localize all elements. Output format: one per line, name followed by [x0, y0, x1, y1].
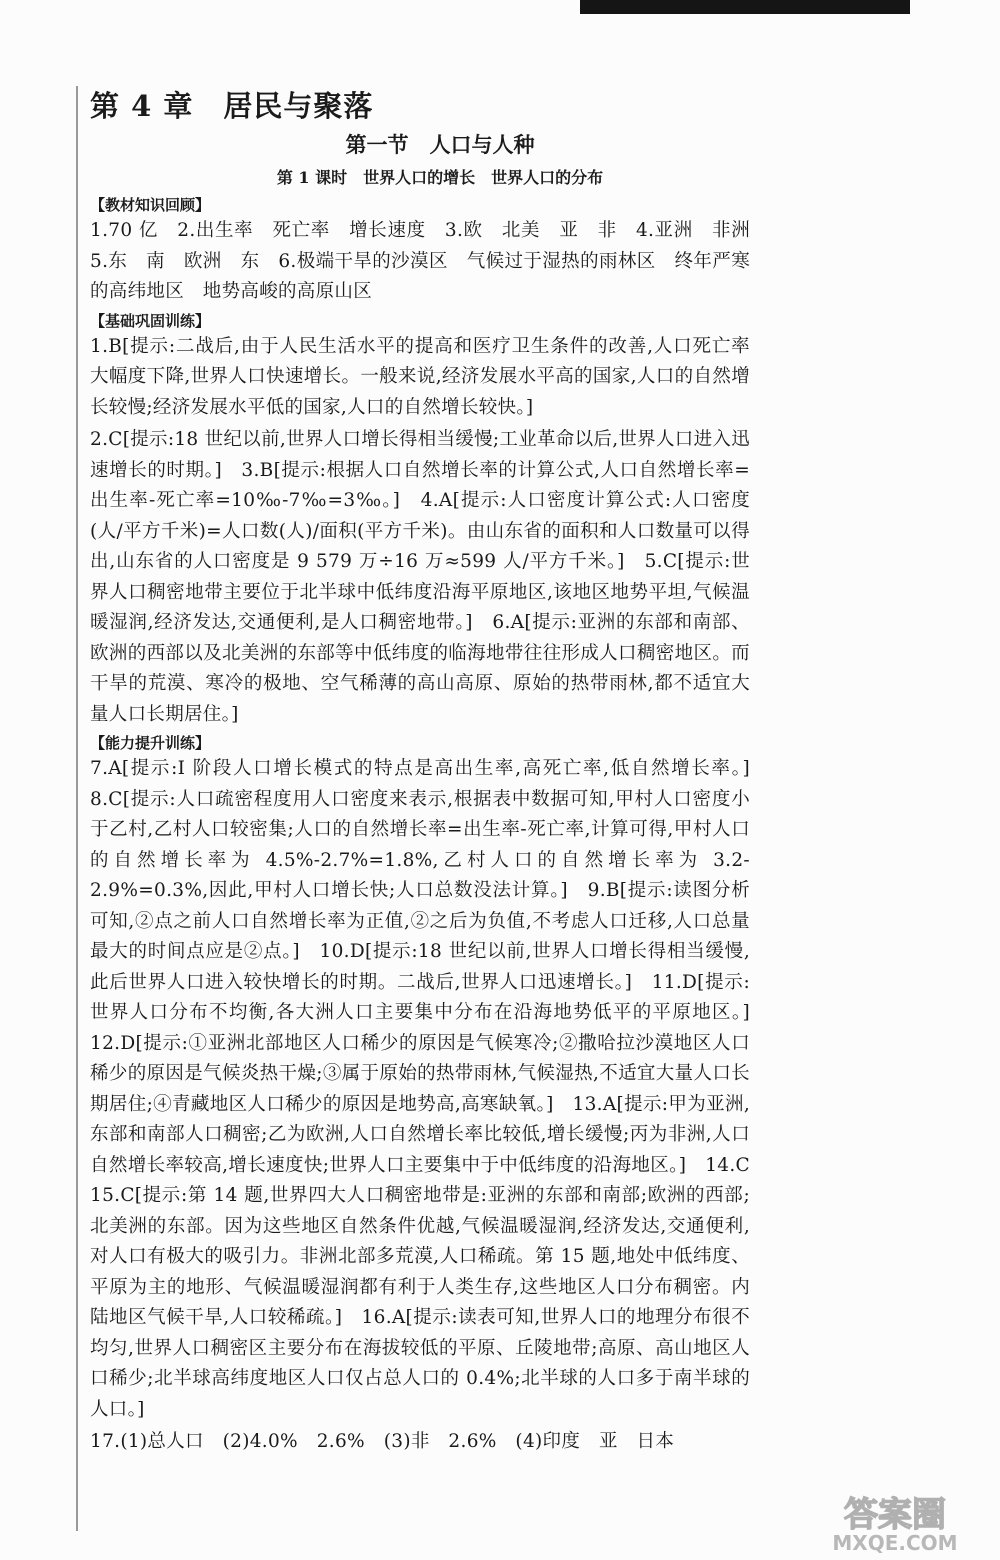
answer-paragraph: 1.B[提示:二战后,由于人民生活水平的提高和医疗卫生条件的改善,人口死亡率大幅度下降,世界人口快速增长。一般来说,经济发展水平高的国家,人口的自然增长较慢;经济发展水平低的国家,人口的自然增长较快。] [90, 335, 750, 418]
answer-paragraph: 1.70 亿 2.出生率 死亡率 增长速度 3.欧 北美 亚 非 4.亚洲 非洲 5.东 南 欧洲 东 6.极端干旱的沙漠区 气候过于湿热的雨林区 终年严寒的高纬地区 地势高峻的高原山区 [90, 220, 769, 302]
section-heading-review: 【教材知识回顾】 [90, 196, 211, 214]
section-basic-training [90, 310, 750, 731]
page-content [90, 84, 769, 1460]
section-ability-training [90, 732, 769, 1458]
answer-paragraph: 7.A[提示:I 阶段人口增长模式的特点是高出生率,高死亡率,低自然增长率。] 8.C[提示:人口疏密程度用人口密度来表示,根据表中数据可知,甲村人口密度小于乙村,乙村人口较密集;人口的自然增长率=出生率-死亡率,计算可得,甲村人口的自然增长率为 4.5%-2.7%=1.8%,乙村人口的自然增长率为 3.2-2.9%=0.3%,因此,甲村人口增长快;人口总数没法计算。] 9.B[提示:读图分析可知,②点之前人口自然增长率为正值,②之后为负值,不考虑人口迁移,人口总量最大的时间点应是②点。] 10.D[提示:18 世纪以前,世界人口增长得相当缓慢,此后世界人口进入较快增长的时期。二战后,世界人口迅速增长。] 11.D[提示:世界人口分布不均衡,各大洲人口主要集中分布在沿海地势低平的平原地区。] 12.D[提示:①亚洲北部地区人口稀少的原因是气候寒冷;②撒哈拉沙漠地区人口稀少的原因是气候炎热干燥;③属于原始的热带雨林,气候湿热,不适宜大量人口长期居住;④青藏地区人口稀少的原因是地势高,高寒缺氧。] 13.A[提示:甲为亚洲,东部和南部人口稠密;乙为欧洲,人口自然增长率比较低,增长缓慢;丙为非洲,人口自然增长率较高,增长速度快;世界人口主要集中于中低纬度的沿海地区。] 14.C 15.C[提示:第 14 题,世界四大人口稠密地带是:亚洲的东部和南部;欧洲的西部;北美洲的东部。因为这些地区自然条件优越,气候温暖湿润,经济发达,交通便利,对人口有极大的吸引力。非洲北部多荒漠,人口稀疏。第 15 题,地处中低纬度、平原为主的地形、气候温暖湿润都有利于人类生存,这些地区人口分布稠密。内陆地区气候干旱,人口较稀疏。] 16.A[提示:读表可知,世界人口的地理分布很不均匀,世界人口稠密区主要分布在海拔较低的平原、丘陵地带;高原、高山地区人口稀少;北半球高纬度地区人口仅占总人口的 0.4%;北半球的人口多于南半球的人口。] [90, 758, 769, 1420]
page-margin-rule [76, 86, 78, 1531]
answer-paragraph: 2.C[提示:18 世纪以前,世界人口增长得相当缓慢;工业革命以后,世界人口进入迅速增长的时期。] 3.B[提示:根据人口自然增长率的计算公式,人口自然增长率=出生率-死亡率=10‰-7‰=3‰。] 4.A[提示:人口密度计算公式:人口密度(人/平方千米)=人口数(人)/面积(平方千米)。由山东省的面积和人口数量可以得出,山东省的人口密度是 9 579 万÷16 万≈599 人/平方千米。] 5.C[提示:世界人口稠密地带主要位于北半球中低纬度沿海平原地区,该地区地势平坦,气候温暖湿润,经济发达,交通便利,是人口稠密地带。] 6.A[提示:亚洲的东部和南部、欧洲的西部以及北美洲的东部等中低纬度的临海地带往往形成人口稠密地区。而干旱的荒漠、寒冷的极地、空气稀薄的高山高原、原始的热带雨林,都不适宜大量人口长期居住。] [90, 429, 750, 725]
watermark-text-bottom: MXQE.COM [832, 1531, 958, 1555]
section-review [90, 194, 769, 308]
watermark-logo [800, 1488, 990, 1556]
watermark-text-top: 答案圈 [844, 1495, 946, 1535]
chapter-title: 第 4 章 居民与聚落 [90, 89, 374, 123]
lesson-title: 第 1 课时 世界人口的增长 世界人口的分布 [276, 168, 604, 187]
scan-edge [580, 0, 910, 14]
section-title: 第一节 人口与人种 [345, 132, 535, 157]
section-heading-basic: 【基础巩固训练】 [90, 311, 211, 330]
answer-paragraph: 17.(1)总人口 (2)4.0% 2.6% (3)非 2.6% (4)印度 亚 日本 [90, 1431, 675, 1452]
section-heading-ability: 【能力提升训练】 [90, 734, 211, 752]
